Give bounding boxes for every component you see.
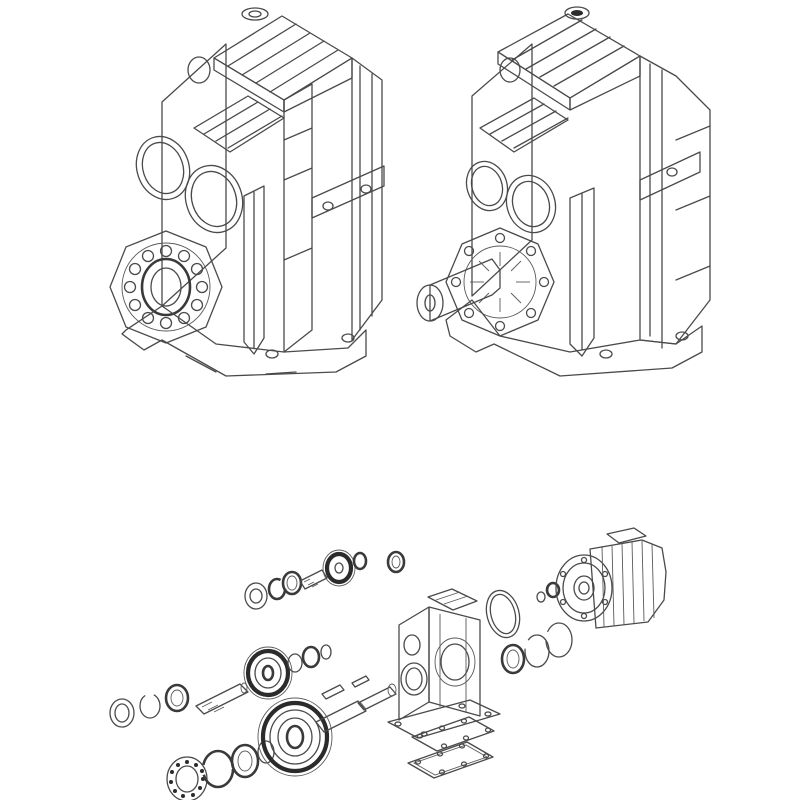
gearbox-right-rib-plate	[570, 188, 594, 356]
input-pinion-gear	[323, 550, 355, 586]
exploded-parts-diagram	[0, 470, 800, 800]
mid-snap-ring	[140, 694, 160, 718]
gearbox-right-base	[446, 300, 702, 376]
motor-oring-seal	[481, 587, 524, 642]
gearbox-right-fins-top	[498, 14, 640, 110]
output-ball-bearing	[167, 757, 207, 800]
gearbox-left-fins-top	[214, 16, 352, 112]
input-washer	[354, 553, 366, 569]
mid-dark-ring	[303, 647, 319, 667]
snap-ring-outer	[546, 623, 572, 657]
figure-gfab-drawing	[66, 0, 396, 400]
snap-ring-inner	[525, 635, 549, 667]
gearbox-left-rib-plate	[244, 186, 264, 354]
input-shaft	[300, 570, 327, 589]
oil-plug-icon	[242, 8, 268, 20]
gear-housing	[388, 589, 500, 738]
figure-gf-drawing	[410, 0, 720, 400]
input-end-cap	[245, 583, 267, 609]
mid-pinion-shaft	[196, 683, 248, 714]
gearbox-right-fins-mid	[480, 98, 568, 152]
input-outer-bearing	[388, 552, 404, 572]
mid-flat-gear	[244, 647, 292, 699]
bottom-cover-plate	[408, 742, 493, 778]
output-gear	[258, 698, 332, 776]
cover-gasket	[412, 717, 494, 751]
mid-bearing	[166, 685, 188, 711]
gearbox-left-front-plate	[162, 44, 226, 306]
shaft-key-large	[322, 685, 344, 699]
oil-plug-icon	[565, 7, 589, 19]
gearbox-right-bores	[460, 156, 563, 239]
output-side-bearing	[502, 645, 524, 673]
output-bearing	[232, 745, 258, 777]
gearbox-left-side-slab	[284, 58, 384, 352]
output-snap-ring	[203, 751, 233, 787]
gearbox-right-front-plate	[472, 44, 532, 296]
mid-end-cap	[110, 699, 134, 727]
gearbox-left-bores	[128, 130, 251, 240]
input-bearing	[283, 572, 301, 594]
gearbox-left-hollow-shaft-bearing	[110, 231, 222, 343]
gearbox-right-side-slab	[640, 56, 710, 348]
shaft-key-small	[352, 676, 369, 687]
mid-small-washer	[321, 645, 331, 659]
